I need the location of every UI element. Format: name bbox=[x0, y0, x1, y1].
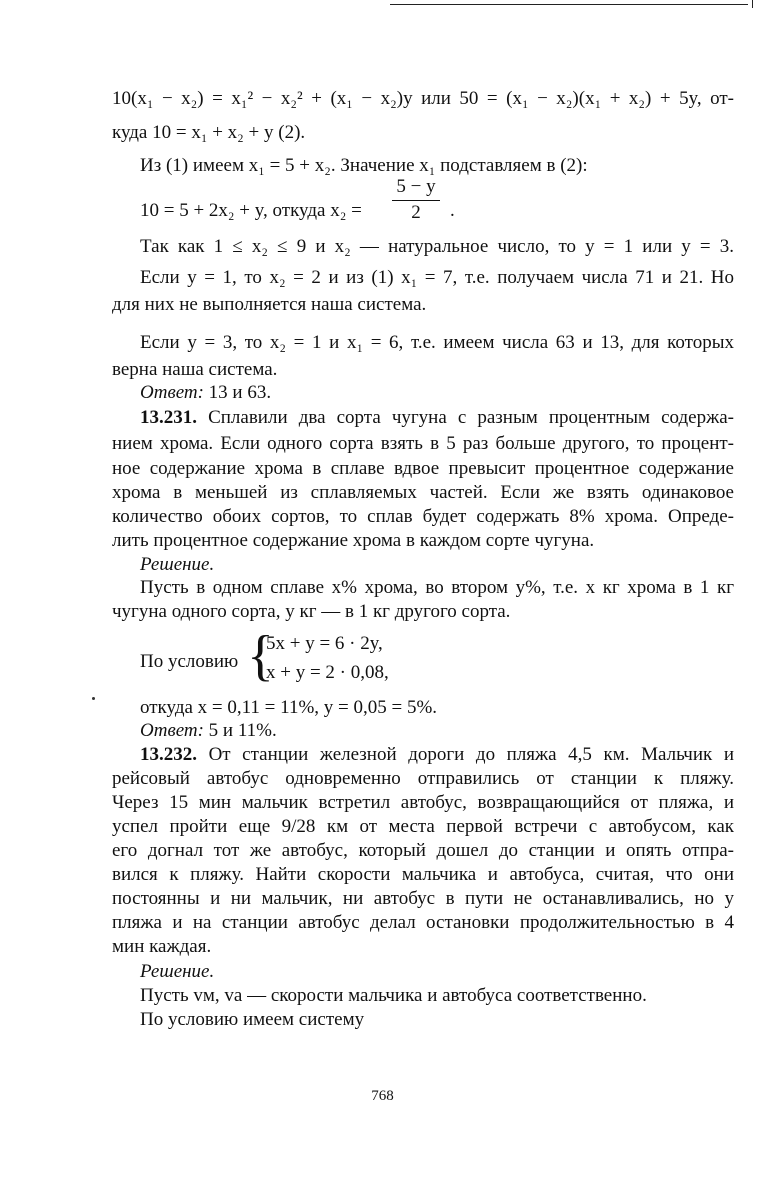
problem-232-line-7: постоянны и ни мальчик, ни автобус в пути не останавливались, но у bbox=[112, 888, 734, 909]
corner-mark bbox=[752, 0, 753, 8]
system-brace: { bbox=[247, 625, 274, 687]
equation-line bbox=[140, 200, 362, 222]
problem-231-line-6: лить процентное содержание хрома в каждом сорте чугуна. bbox=[112, 530, 595, 551]
solution-2-line-2: По условию имеем систему bbox=[140, 1009, 365, 1030]
text-line-8: Если y = 3, то x₂ = 1 и x₁ = 6, т.е. имеем числа 63 и 13, для которых bbox=[140, 332, 734, 353]
answer-value: 13 и 63. bbox=[208, 382, 272, 403]
text-line-5: Так как 1 ≤ x₂ ≤ 9 и x₂ — натуральное число, то y = 1 или y = 3. bbox=[140, 236, 734, 257]
text-line-1: 10(x₁ − x₂) = x₁² − x₂² + (x₁ − x₂)y или 50 = (x₁ − x₂)(x₁ + x₂) + 5y, от- bbox=[112, 88, 734, 109]
answer-label: Ответ: bbox=[140, 382, 204, 403]
solution-heading: Решение. bbox=[140, 554, 215, 575]
answer-2 bbox=[140, 720, 734, 742]
solution-line-1: Пусть в одном сплаве x% хрома, во втором y%, т.е. x кг хрома в 1 кг bbox=[140, 577, 734, 598]
problem-232-line-5: его догнал тот же автобус, который дошел до станции и опять отпра- bbox=[112, 840, 734, 861]
problem-232-line-1 bbox=[140, 744, 734, 766]
fraction-numerator: 5 − y bbox=[396, 176, 436, 197]
problem-number: 13.232. bbox=[140, 744, 197, 765]
answer-1 bbox=[140, 382, 734, 404]
page-number: 768 bbox=[371, 1088, 394, 1104]
problem-232-line-6: вился к пляжу. Найти скорости мальчика и автобуса, считая, что они bbox=[112, 864, 734, 885]
solution-line-2: чугуна одного сорта, y кг — в 1 кг другого сорта. bbox=[112, 601, 511, 622]
problem-text: Сплавили два сорта чугуна с разным процентным содержа- bbox=[208, 407, 734, 428]
solution-heading-2: Решение. bbox=[140, 961, 215, 982]
fraction-denominator: 2 bbox=[411, 202, 421, 223]
problem-232-line-9: мин каждая. bbox=[112, 936, 212, 957]
problem-232-line-2: рейсовый автобус одновременно отправились от станции к пляжу. bbox=[112, 768, 734, 789]
problem-232-line-3: Через 15 мин мальчик встретил автобус, возвращающийся от пляжа, и bbox=[112, 792, 734, 813]
text-line-3: Из (1) имеем x₁ = 5 + x₂. Значение x₁ подставляем в (2): bbox=[140, 155, 588, 176]
problem-number: 13.231. bbox=[140, 407, 197, 428]
problem-231-line-2: нием хрома. Если одного сорта взять в 5 раз больше другого, то процент- bbox=[112, 433, 734, 454]
problem-232-line-4: успел пройти еще 9/28 км от места первой встречи с автобусом, как bbox=[112, 816, 734, 837]
equation-period: . bbox=[450, 200, 455, 221]
text-line-9: верна наша система. bbox=[112, 359, 278, 380]
solution-line-3: откуда x = 0,11 = 11%, y = 0,05 = 5%. bbox=[140, 697, 438, 718]
problem-231-line-3: ное содержание хрома в сплаве вдвое превысит процентное содержание bbox=[112, 458, 734, 479]
text-line-2: куда 10 = x₁ + x₂ + y (2). bbox=[112, 122, 306, 143]
text-line-6: Если y = 1, то x₂ = 2 и из (1) x₁ = 7, т.е. получаем числа 71 и 21. Но bbox=[140, 267, 734, 288]
header-rule bbox=[390, 4, 748, 5]
system-equation-1: 5x + y = 6 · 2y, bbox=[266, 633, 383, 654]
system-equation-2: x + y = 2 · 0,08, bbox=[266, 662, 389, 683]
problem-231-line-1 bbox=[140, 407, 734, 429]
problem-231-line-4: хрома в меньшей из сплавляемых частей. Если же взять одинаковое bbox=[112, 482, 734, 503]
problem-231-line-5: количество обоих сортов, то сплав будет содержать 8% хрома. Опреде- bbox=[112, 506, 734, 527]
fraction bbox=[386, 176, 446, 228]
margin-mark bbox=[92, 697, 95, 700]
fraction-bar bbox=[392, 200, 440, 201]
answer-label: Ответ: bbox=[140, 720, 204, 741]
text-line-7: для них не выполняется наша система. bbox=[112, 294, 427, 315]
condition-label: По условию bbox=[140, 651, 239, 672]
solution-2-line-1: Пусть vм, vа — скорости мальчика и автобуса соответственно. bbox=[140, 985, 647, 1006]
problem-232-line-8: пляжа и на станции автобус делал остановки продолжительностью в 4 bbox=[112, 912, 734, 933]
answer-value: 5 и 11%. bbox=[208, 720, 277, 741]
problem-text: От станции железной дороги до пляжа 4,5 км. Мальчик и bbox=[208, 744, 734, 765]
equation-text: 10 = 5 + 2x₂ + y, откуда x₂ = bbox=[140, 200, 362, 221]
